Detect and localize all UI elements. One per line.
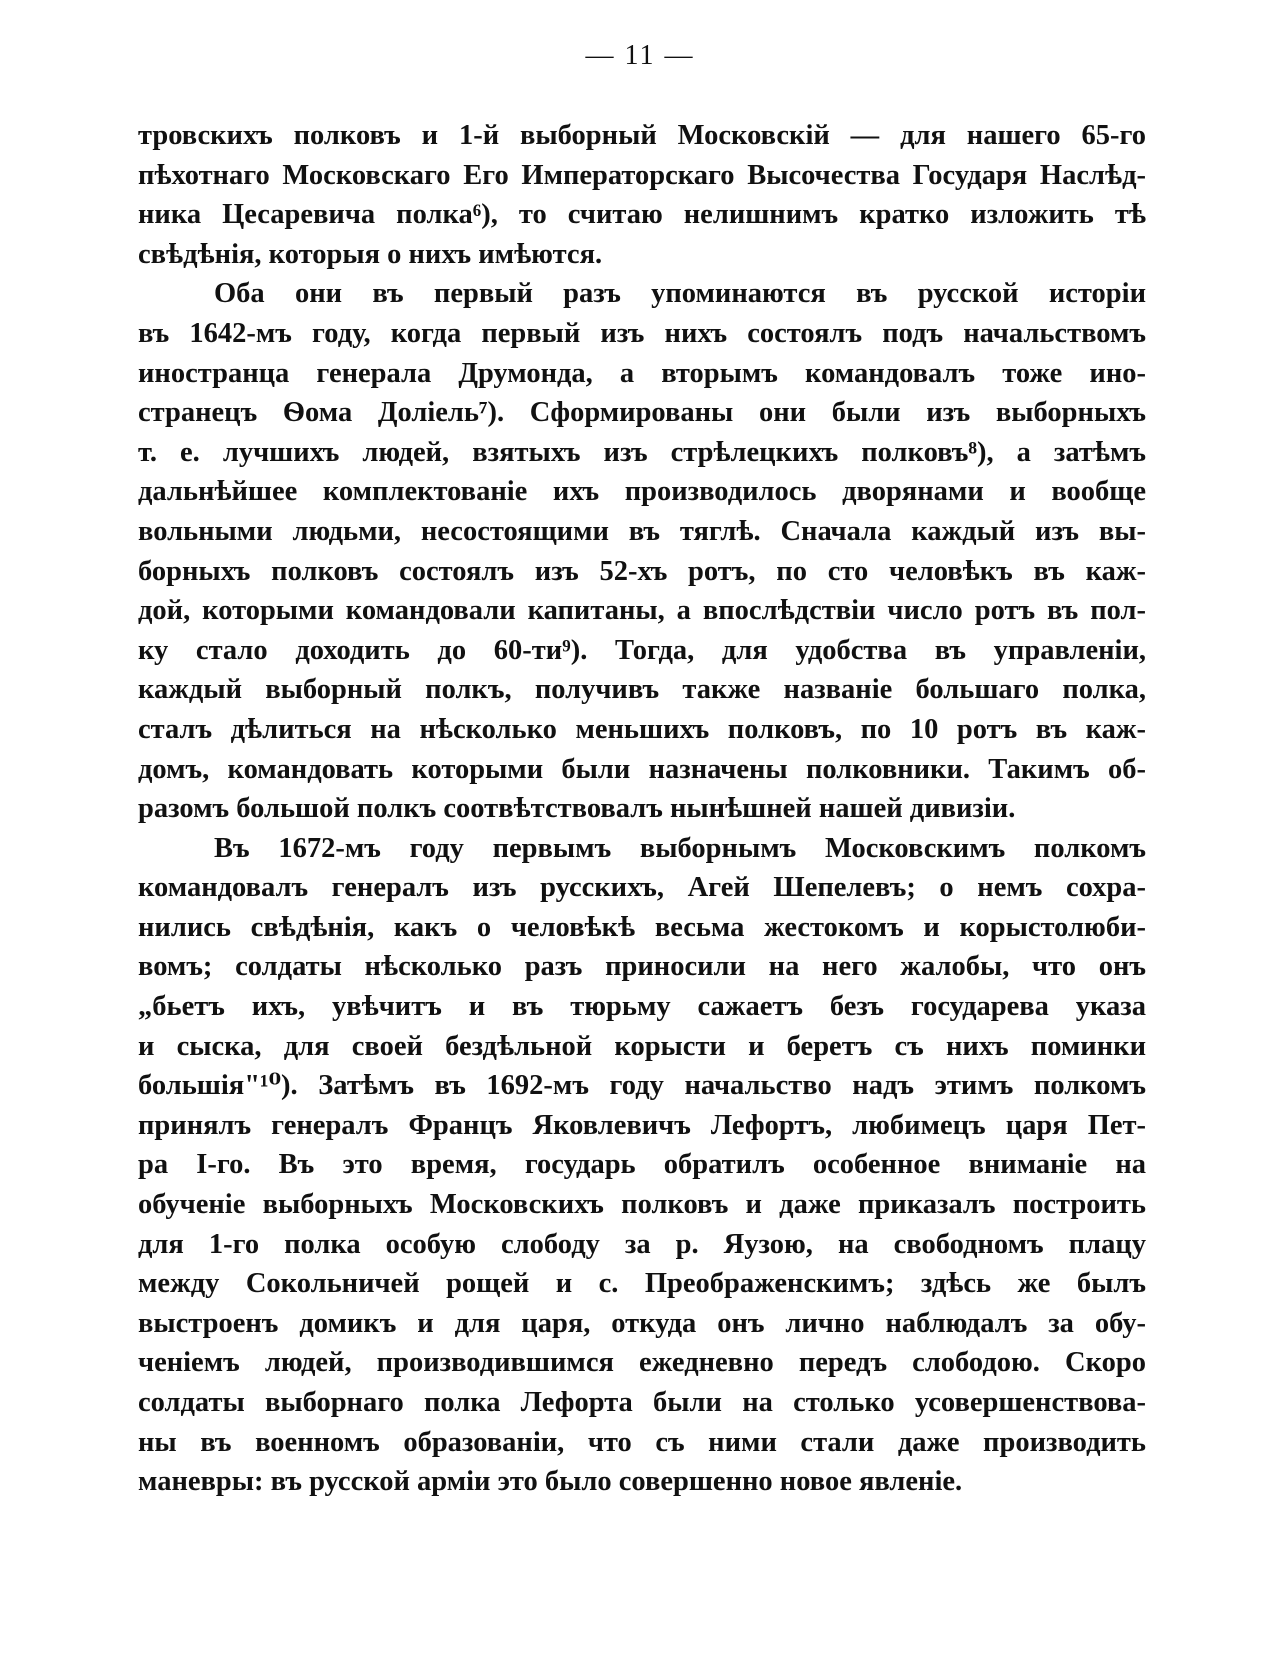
text-line: для 1-го полка особую слободу за р. Яузою, на свободномъ плацу	[138, 1228, 1146, 1260]
body-text	[138, 116, 1146, 1502]
text-line: большія"¹⁰). Затѣмъ въ 1692-мъ году начальство надъ этимъ полкомъ	[138, 1070, 1146, 1102]
paragraph	[138, 829, 1146, 1502]
text-line: каждый выборный полкъ, получивъ также названіе большаго полка,	[138, 674, 1146, 706]
text-line: ны въ военномъ образованіи, что съ ними стали даже производить	[138, 1426, 1146, 1458]
text-line: разомъ большой полкъ соотвѣтствовалъ нынѣшней нашей дивизіи.	[138, 793, 1016, 825]
text-line: вольными людьми, несостоящими въ тяглѣ. Сначала каждый изъ вы-	[138, 515, 1146, 547]
text-line: командовалъ генералъ изъ русскихъ, Агей Шепелевъ; о немъ сохра-	[138, 872, 1146, 904]
text-line: обученіе выборныхъ Московскихъ полковъ и даже приказалъ построить	[138, 1189, 1146, 1221]
text-line: нились свѣдѣнія, какъ о человѣкѣ весьма жестокомъ и корыстолюби-	[138, 911, 1146, 943]
paragraph	[138, 274, 1146, 828]
text-line: ника Цесаревича полка⁶), то считаю нелишнимъ кратко изложить тѣ	[138, 199, 1146, 231]
text-line: вомъ; солдаты нѣсколько разъ приносили на него жалобы, что онъ	[138, 951, 1146, 983]
text-line: между Сокольничей рощей и с. Преображенскимъ; здѣсь же былъ	[138, 1268, 1146, 1300]
text-line: сталъ дѣлиться на нѣсколько меньшихъ полковъ, по 10 ротъ въ каж-	[138, 713, 1146, 745]
text-line: борныхъ полковъ состоялъ изъ 52-хъ ротъ, по сто человѣкъ въ каж-	[138, 555, 1146, 587]
page-number: — 11 —	[585, 40, 695, 71]
text-line: ра I-го. Въ это время, государь обратилъ особенное вниманіе на	[138, 1149, 1146, 1181]
text-line: Оба они въ первый разъ упоминаются въ русской исторіи	[214, 278, 1146, 310]
text-line: дальнѣйшее комплектованіе ихъ производилось дворянами и вообще	[138, 476, 1146, 508]
text-line: выстроенъ домикъ и для царя, откуда онъ лично наблюдалъ за обу-	[138, 1307, 1146, 1339]
paragraph	[138, 116, 1146, 274]
text-line: странецъ Ѳома Доліель⁷). Сформированы они были изъ выборныхъ	[138, 397, 1146, 429]
text-line: и сыска, для своей бездѣльной корысти и беретъ съ нихъ поминки	[138, 1030, 1146, 1062]
text-line: тровскихъ полковъ и 1-й выборный Московскій — для нашего 65-го	[138, 120, 1146, 151]
text-line: ку стало доходить до 60-ти⁹). Тогда, для удобства въ управленіи,	[138, 634, 1146, 666]
text-line: т. е. лучшихъ людей, взятыхъ изъ стрѣлецкихъ полковъ⁸), а затѣмъ	[138, 436, 1146, 468]
text-line: пѣхотнаго Московскаго Его Императорскаго Высочества Государя Наслѣд-	[138, 159, 1146, 191]
text-line: иностранца генерала Друмонда, а вторымъ командовалъ тоже ино-	[138, 357, 1146, 389]
text-line: принялъ генералъ Францъ Яковлевичъ Лефортъ, любимецъ царя Пет-	[138, 1109, 1146, 1141]
text-line: ченіемъ людей, производившимся ежедневно передъ слободою. Скоро	[138, 1347, 1146, 1379]
text-line: Въ 1672-мъ году первымъ выборнымъ Московскимъ полкомъ	[214, 832, 1146, 864]
text-line: дой, которыми командовали капитаны, а впослѣдствіи число ротъ въ пол-	[138, 595, 1146, 627]
text-line: въ 1642-мъ году, когда первый изъ нихъ состоялъ подъ начальствомъ	[138, 317, 1146, 349]
text-line: маневры: въ русской арміи это было совершенно новое явленіе.	[138, 1466, 963, 1498]
text-line: солдаты выборнаго полка Лефорта были на столько усовершенствова-	[138, 1387, 1146, 1418]
text-line: домъ, командовать которыми были назначены полковники. Такимъ об-	[138, 753, 1146, 785]
text-line: „бьетъ ихъ, увѣчитъ и въ тюрьму сажаетъ безъ государева указа	[138, 991, 1146, 1023]
text-line: свѣдѣнія, которыя о нихъ имѣются.	[138, 238, 603, 270]
